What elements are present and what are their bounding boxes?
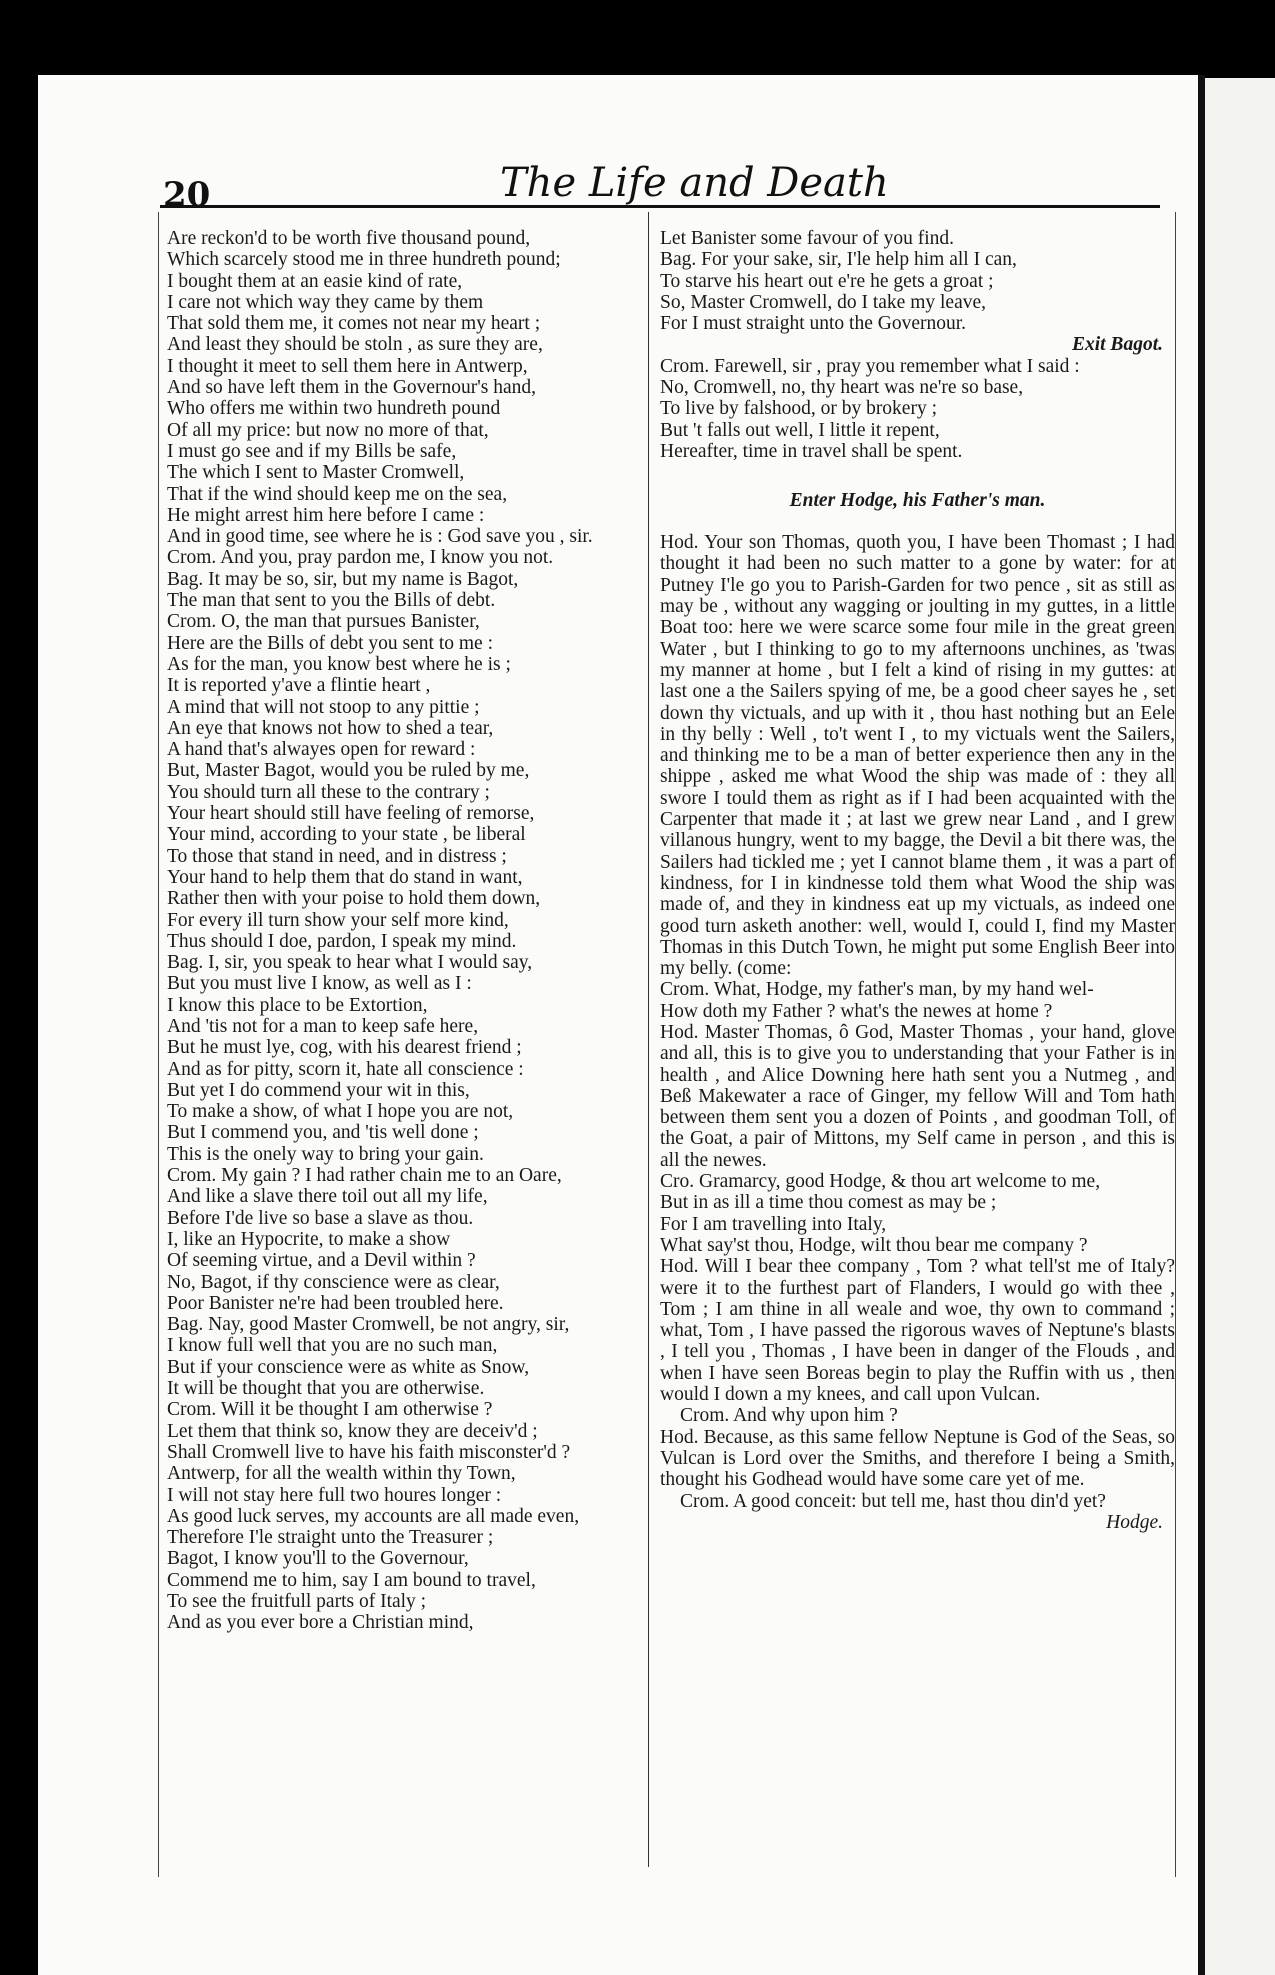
verse-line: What say'st thou, Hodge, wilt thou bear me company ?: [660, 1234, 1088, 1256]
verse-line: That sold them me, it comes not near my heart ;: [167, 313, 541, 335]
verse-block-bagot-exit: [660, 228, 1175, 334]
verse-line: Crom. Farewell, sir , pray you remember what I said :: [660, 355, 1080, 377]
verse-line: Therefore I'le straight unto the Treasurer ;: [167, 1527, 494, 1549]
cromwell-conceit-line: Crom. A good conceit: but tell me, hast thou din'd yet?: [680, 1490, 1106, 1512]
verse-line: Bag. It may be so, sir, but my name is Bagot,: [167, 568, 519, 590]
verse-line: It is reported y'ave a flintie heart ,: [167, 675, 431, 697]
verse-line: For every ill turn show your self more kind,: [167, 909, 509, 931]
verse-line: Bag. For your sake, sir, I'le help him all I can,: [660, 249, 1017, 271]
verse-line: As for the man, you know best where he is ;: [167, 653, 511, 675]
verse-line: To starve his heart out e're he gets a groat ;: [660, 270, 994, 292]
hodge-speech-company: Hod. Will I bear thee company , Tom ? what tell'st me of Italy? were it to the furthest part of Flanders, I would go with thee , Tom ; I am thine in all weale and woe, thy own to command ; what, Tom , I have passed the rigorous waves of Neptune's blasts , I tell you , Thomas , I have been in danger of the Flouds , and when I have seen Boreas begin to play the Ruffin with us , then would I down a my knees, and call upon Vulcan.: [660, 1256, 1175, 1406]
verse-line: To see the fruitfull parts of Italy ;: [167, 1591, 427, 1612]
verse-line: Of seeming virtue, and a Devil within ?: [167, 1250, 476, 1272]
column-divider: [648, 212, 649, 1867]
verse-line: You should turn all these to the contrary ;: [167, 781, 490, 803]
hodge-speech-news: Hod. Master Thomas, ô God, Master Thomas , your hand, glove and all, this is to give you to understanding that your Father is in health , and Alice Downing here hath sent you a Nutmeg , and Beß Makewater a race of Ginger, my fellow Will and Tom hath between them sent you a dozen of Points , and goodman Toll, of the Goat, a pair of Mittons, my Self came in person , and this is all the newes.: [660, 1021, 1175, 1171]
verse-line: Bagot, I know you'll to the Governour,: [167, 1548, 469, 1570]
verse-line: Which scarcely stood me in three hundreth pound;: [167, 249, 561, 271]
verse-line: Crom. My gain ? I had rather chain me to an Oare,: [167, 1165, 562, 1187]
verse-line: I care not which way they came by them: [167, 291, 484, 313]
verse-line: Crom. And you, pray pardon me, I know you not.: [167, 547, 554, 569]
verse-line: A hand that's alwayes open for reward :: [167, 739, 476, 761]
header-rule: [160, 205, 1160, 208]
verse-line: The which I sent to Master Cromwell,: [167, 462, 465, 484]
verse-line: And so have left them in the Governour's hand,: [167, 377, 537, 399]
verse-line: Let them that think so, know they are deceiv'd ;: [167, 1420, 538, 1442]
verse-line: That if the wind should keep me on the sea,: [167, 483, 508, 505]
verse-line: But 't falls out well, I little it repent,: [660, 419, 940, 441]
verse-line: It will be thought that you are otherwise.: [167, 1378, 485, 1400]
verse-line: But in as ill a time thou comest as may be ;: [660, 1192, 997, 1214]
verse-line: An eye that knows not how to shed a tear,: [167, 717, 494, 739]
left-column-rule: [158, 212, 159, 1877]
verse-line: So, Master Cromwell, do I take my leave,: [660, 291, 987, 313]
right-column: [660, 228, 1175, 1533]
verse-line: And as you ever bore a Christian mind,: [167, 1612, 474, 1634]
verse-line: No, Bagot, if thy conscience were as clear,: [167, 1271, 500, 1293]
verse-line: Rather then with your poise to hold them down,: [167, 888, 541, 910]
cromwell-why-line: Crom. And why upon him ?: [680, 1405, 898, 1427]
verse-line: Your hand to help them that do stand in want,: [167, 866, 523, 888]
verse-line: To those that stand in need, and in distress ;: [167, 845, 507, 867]
verse-line: Hereafter, time in travel shall be spent.: [660, 440, 963, 462]
verse-line: Are reckon'd to be worth five thousand pound,: [167, 228, 531, 249]
verse-line: Thus should I doe, pardon, I speak my mind.: [167, 930, 517, 952]
verse-line: A mind that will not stoop to any pittie ;: [167, 696, 480, 718]
verse-line: I will not stay here full two houres longer :: [167, 1484, 502, 1506]
verse-line: I bought them at an easie kind of rate,: [167, 270, 463, 292]
verse-line: And 'tis not for a man to keep safe here,: [167, 1015, 479, 1037]
hodge-speech-voyage: Hod. Your son Thomas, quoth you, I have been Thomast ; I had thought it had been no such matter to a gone by water: for at Putney I'le go you to Parish-Garden for two pence , sit as still as may be , without any wagging or joulting in my guttes, in a little Boat too: here we were scarce some four mile in the great green Water , but I thinking to go to my afternoons unchines, as 'twas my manner at home , but I felt a kind of rising in my guttes: at last one a the Sailers spying of me, be a good cheer sayes he , set down thy victuals, and up with it , thou hast nothing but an Eele in thy belly : Well , to't went I , to my victuals went the Sailers, and thinking me to be a man of better experience then any in the shippe , asked me what Wood the ship was made of : they all swore I tould them as right as if I had been acquainted with the Carpenter that made it ; at last we grew near Land , and I grew villanous hungry, went to my bagge, the Devil a bit there was, the Sailers had tickled me ; yet I cannot blame them , it was a part of kindness, for I in kindnesse told them what Wood the ship was made of, and they in kindness eat up my victuals, as indeed one good turn asketh another: well, would I, could I, find my Master Thomas in this Dutch Town, he might put some English Beer into my belly. (come:: [660, 532, 1175, 980]
verse-line: Here are the Bills of debt you sent to me :: [167, 632, 493, 654]
verse-line: Antwerp, for all the wealth within thy Town,: [167, 1463, 516, 1485]
cromwell-welcome-lines: [660, 979, 1175, 1022]
verse-line: Let Banister some favour of you find.: [660, 228, 955, 249]
verse-line: The man that sent to you the Bills of debt.: [167, 590, 496, 612]
verse-line: No, Cromwell, no, thy heart was ne're so base,: [660, 377, 1024, 399]
verse-line: Bag. I, sir, you speak to hear what I would say,: [167, 952, 533, 974]
verse-line: Your mind, according to your state , be liberal: [167, 824, 526, 846]
verse-line: This is the onely way to bring your gain.: [167, 1143, 484, 1165]
verse-line: Who offers me within two hundreth pound: [167, 398, 501, 420]
verse-line: But he must lye, cog, with his dearest friend ;: [167, 1037, 522, 1059]
verse-line: I, like an Hypocrite, to make a show: [167, 1228, 451, 1250]
verse-line: But yet I do commend your wit in this,: [167, 1079, 470, 1101]
verse-line: But I commend you, and 'tis well done ;: [167, 1122, 479, 1144]
verse-line: Shall Cromwell live to have his faith misconster'd ?: [167, 1441, 571, 1463]
verse-line: To make a show, of what I hope you are not,: [167, 1101, 514, 1123]
hodge-speech-vulcan: Hod. Because, as this same fellow Neptune is God of the Seas, so Vulcan is Lord over the Smiths, and therefore I being a Smith, thought his Godhead would have some care yet of me.: [660, 1426, 1175, 1491]
verse-line: And in good time, see where he is : God save you , sir.: [167, 526, 593, 548]
verse-line: To live by falshood, or by brokery ;: [660, 398, 937, 420]
right-column-rule: [1175, 212, 1176, 1877]
verse-line: I must go see and if my Bills be safe,: [167, 440, 457, 462]
verse-line: I know this place to be Extortion,: [167, 994, 428, 1016]
verse-line: For I must straight unto the Governour.: [660, 313, 967, 335]
verse-line: I know full well that you are no such man,: [167, 1335, 498, 1357]
verse-line: I thought it meet to sell them here in Antwerp,: [167, 355, 528, 377]
verse-line: But you must live I know, as well as I :: [167, 973, 472, 995]
verse-line: Poor Banister ne're had been troubled here.: [167, 1292, 504, 1314]
verse-line: For I am travelling into Italy,: [660, 1213, 887, 1235]
verse-line: Crom. What, Hodge, my father's man, by my hand wel-: [660, 979, 1094, 1001]
verse-line: Of all my price: but now no more of that,: [167, 419, 489, 441]
verse-line: Before I'de live so base a slave as thou.: [167, 1207, 474, 1229]
running-title: The Life and Death: [500, 160, 889, 206]
verse-line: He might arrest him here before I came :: [167, 504, 485, 526]
verse-line: And as for pitty, scorn it, hate all conscience :: [167, 1058, 524, 1080]
verse-line: Commend me to him, say I am bound to travel,: [167, 1569, 536, 1591]
verse-block-cromwell-farewell: [660, 356, 1175, 462]
stage-direction-enter: Enter Hodge, his Father's man.: [789, 489, 1046, 511]
left-column: [167, 228, 637, 1634]
stage-direction-exit: Exit Bagot.: [1071, 334, 1163, 356]
verse-line: And least they should be stoln , as sure they are,: [167, 334, 543, 356]
catchword: Hodge.: [1106, 1511, 1163, 1533]
facing-page-edge: [1205, 78, 1275, 1975]
verse-line: But if your conscience were as white as Snow,: [167, 1356, 530, 1378]
verse-line: How doth my Father ? what's the newes at home ?: [660, 1000, 1053, 1022]
verse-line: But, Master Bagot, would you be ruled by me,: [167, 760, 530, 782]
verse-line: And like a slave there toil out all my life,: [167, 1186, 488, 1208]
verse-line: As good luck serves, my accounts are all made even,: [167, 1505, 580, 1527]
verse-line: Cro. Gramarcy, good Hodge, & thou art welcome to me,: [660, 1171, 1101, 1193]
cromwell-gramarcy-lines: [660, 1171, 1175, 1256]
verse-line: Your heart should still have feeling of remorse,: [167, 803, 535, 825]
verse-line: Crom. O, the man that pursues Banister,: [167, 611, 480, 633]
page-gutter: [1198, 75, 1205, 1975]
page-number: 20: [163, 175, 211, 215]
verse-line: Crom. Will it be thought I am otherwise ?: [167, 1399, 493, 1421]
verse-line: Bag. Nay, good Master Cromwell, be not angry, sir,: [167, 1314, 570, 1336]
